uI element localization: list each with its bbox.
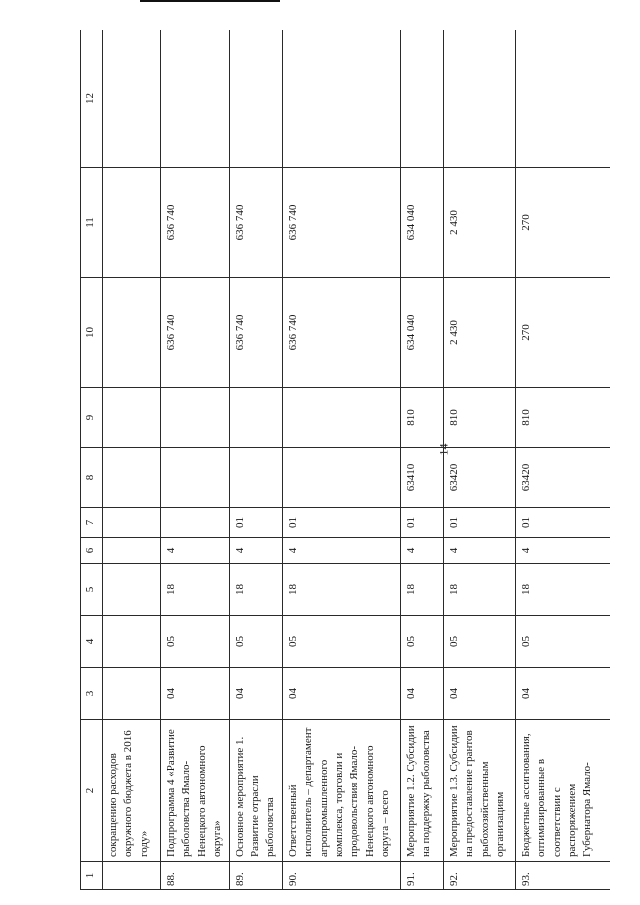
cell: 810 bbox=[515, 388, 610, 448]
value-cell bbox=[103, 30, 161, 168]
cell: 01 bbox=[282, 508, 400, 538]
page-number: 14 bbox=[436, 443, 451, 456]
cell: 01 bbox=[400, 508, 443, 538]
row-description: сокращению расходов окружного бюджета в 2016 году» bbox=[103, 720, 161, 862]
column-header: 1 bbox=[81, 862, 103, 890]
cell bbox=[103, 564, 161, 616]
table-row bbox=[400, 30, 443, 890]
cell bbox=[161, 448, 230, 508]
row-description: Мероприятие 1.2. Субсидии на поддержку рыболовства bbox=[400, 720, 443, 862]
cell bbox=[103, 448, 161, 508]
cell: 63420 bbox=[443, 448, 515, 508]
cell: 05 bbox=[515, 616, 610, 668]
value-cell bbox=[103, 168, 161, 278]
row-description: Ответственный исполнитель – департамент агропромышленного комплекса, торговли и продовольствия Ямало-Ненецкого автономного округа – всего bbox=[282, 720, 400, 862]
column-header: 11 bbox=[81, 168, 103, 278]
cell: 18 bbox=[282, 564, 400, 616]
value-cell: 636 740 bbox=[161, 168, 230, 278]
table-row bbox=[282, 30, 400, 890]
value-cell bbox=[103, 278, 161, 388]
column-header: 12 bbox=[81, 30, 103, 168]
cell: 05 bbox=[443, 616, 515, 668]
row-description: Подпрограмма 4 «Развитие рыболовства Ямало-Ненецкого автономного округа» bbox=[161, 720, 230, 862]
cell: 04 bbox=[282, 668, 400, 720]
value-cell: 2 430 bbox=[443, 278, 515, 388]
cell: 04 bbox=[515, 668, 610, 720]
value-cell: 2 430 bbox=[443, 168, 515, 278]
cell: 4 bbox=[161, 538, 230, 564]
row-number: 93. bbox=[515, 862, 610, 890]
cell: 04 bbox=[400, 668, 443, 720]
cell bbox=[103, 668, 161, 720]
cell: 4 bbox=[229, 538, 282, 564]
cell: 4 bbox=[443, 538, 515, 564]
cell: 18 bbox=[515, 564, 610, 616]
value-cell: 636 740 bbox=[282, 168, 400, 278]
table-row bbox=[515, 30, 610, 890]
cell: 05 bbox=[282, 616, 400, 668]
column-number-row bbox=[81, 30, 103, 890]
cell: 18 bbox=[400, 564, 443, 616]
cell: 04 bbox=[443, 668, 515, 720]
top-edge-line bbox=[140, 0, 280, 2]
row-number: 91. bbox=[400, 862, 443, 890]
row-number: 88. bbox=[161, 862, 230, 890]
cell bbox=[103, 388, 161, 448]
table-rotator bbox=[80, 30, 610, 890]
rotated-table-canvas bbox=[80, 30, 610, 890]
value-cell bbox=[400, 30, 443, 168]
column-header: 10 bbox=[81, 278, 103, 388]
cell bbox=[229, 448, 282, 508]
value-cell: 270 bbox=[515, 278, 610, 388]
value-cell: 636 740 bbox=[282, 278, 400, 388]
cell bbox=[282, 388, 400, 448]
cell: 810 bbox=[400, 388, 443, 448]
column-header: 2 bbox=[81, 720, 103, 862]
row-number: 89. bbox=[229, 862, 282, 890]
value-cell: 634 040 bbox=[400, 278, 443, 388]
cell bbox=[103, 508, 161, 538]
cell: 04 bbox=[161, 668, 230, 720]
column-header: 5 bbox=[81, 564, 103, 616]
value-cell bbox=[282, 30, 400, 168]
table-row bbox=[161, 30, 230, 890]
column-header: 8 bbox=[81, 448, 103, 508]
row-number: 90. bbox=[282, 862, 400, 890]
value-cell: 270 bbox=[515, 168, 610, 278]
value-cell: 636 740 bbox=[161, 278, 230, 388]
cell: 18 bbox=[443, 564, 515, 616]
column-header: 4 bbox=[81, 616, 103, 668]
value-cell bbox=[443, 30, 515, 168]
row-description: Основное мероприятие 1. Развитие отрасли рыболовства bbox=[229, 720, 282, 862]
column-header: 6 bbox=[81, 538, 103, 564]
value-cell bbox=[515, 30, 610, 168]
table-row bbox=[443, 30, 515, 890]
table-row bbox=[103, 30, 161, 890]
cell bbox=[161, 388, 230, 448]
cell bbox=[103, 616, 161, 668]
cell: 18 bbox=[161, 564, 230, 616]
column-header: 7 bbox=[81, 508, 103, 538]
value-cell: 636 740 bbox=[229, 168, 282, 278]
cell bbox=[229, 388, 282, 448]
cell: 05 bbox=[400, 616, 443, 668]
cell: 01 bbox=[443, 508, 515, 538]
row-number: 92. bbox=[443, 862, 515, 890]
cell: 4 bbox=[515, 538, 610, 564]
row-description: Мероприятие 1.3. Субсидии на предоставление грантов рыбохозяйственным организациям bbox=[443, 720, 515, 862]
cell: 63420 bbox=[515, 448, 610, 508]
cell: 810 bbox=[443, 388, 515, 448]
cell: 18 bbox=[229, 564, 282, 616]
cell: 4 bbox=[282, 538, 400, 564]
budget-table bbox=[80, 30, 610, 890]
value-cell: 634 040 bbox=[400, 168, 443, 278]
value-cell bbox=[229, 30, 282, 168]
cell: 05 bbox=[229, 616, 282, 668]
value-cell: 636 740 bbox=[229, 278, 282, 388]
value-cell bbox=[161, 30, 230, 168]
cell bbox=[161, 508, 230, 538]
cell: 63410 bbox=[400, 448, 443, 508]
cell: 05 bbox=[161, 616, 230, 668]
column-header: 3 bbox=[81, 668, 103, 720]
cell: 04 bbox=[229, 668, 282, 720]
cell: 01 bbox=[515, 508, 610, 538]
column-header: 9 bbox=[81, 388, 103, 448]
cell bbox=[103, 538, 161, 564]
cell: 4 bbox=[400, 538, 443, 564]
cell bbox=[282, 448, 400, 508]
cell: 01 bbox=[229, 508, 282, 538]
table-row bbox=[229, 30, 282, 890]
row-description: Бюджетные ассигнования, оптимизированные в соответствии с распоряжением Губернатора Ямало- bbox=[515, 720, 610, 862]
row-number bbox=[103, 862, 161, 890]
